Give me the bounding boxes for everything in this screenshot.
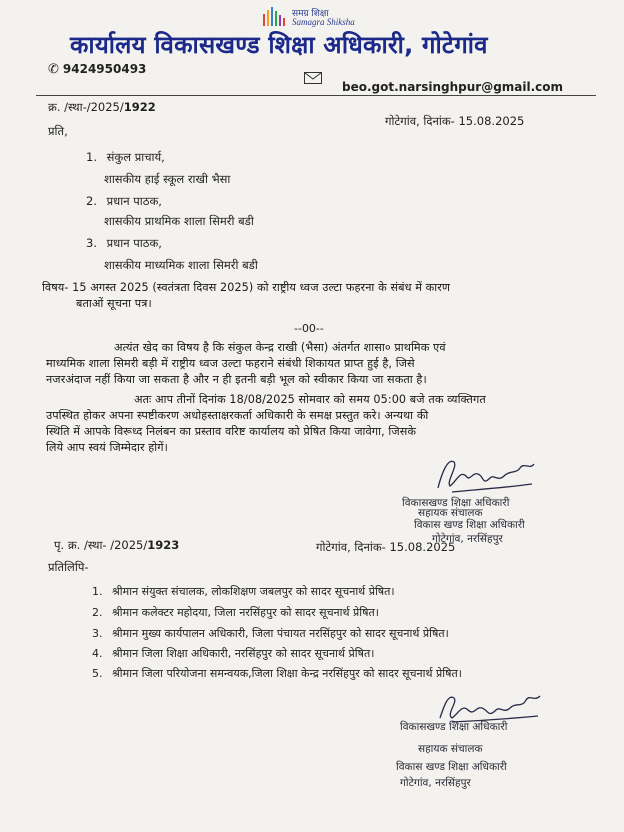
- copy-heading: प्रतिलिपि-: [48, 560, 89, 574]
- header-divider: [36, 95, 596, 96]
- signature-1-stamp-line-3: गोटेगांव, नरसिंहपुर: [432, 533, 503, 545]
- separator: --00--: [294, 322, 324, 335]
- email-address: beo.got.narsinghpur@gmail.com: [342, 80, 564, 94]
- signature-1-designation: विकासखण्ड शिक्षा अधिकारी: [402, 497, 510, 509]
- para2-line-2: उपस्थित होकर अपना स्पष्टीकरण अधोहस्ताक्षरकर्ता अधिकारी के समक्ष प्रस्तुत करे। अन्यथा की: [46, 409, 429, 422]
- para1-line-1: अत्यंत खेद का विषय है कि संकुल केन्द्र राखी (भैसा) अंतर्गत शासा० प्राथमिक एवं: [114, 341, 446, 354]
- subject-line-2: बताओं सूचना पत्र।: [76, 297, 152, 310]
- copy-item-4: [92, 646, 374, 661]
- mail-icon: [304, 72, 322, 84]
- para2-line-3: स्थिति में आपके विरूध्द निलंबन का प्रस्ताव वरिष्ट कार्यालय को प्रेषित किया जावेगा, जिसके: [46, 425, 417, 438]
- para1-line-2: माध्यमिक शाला सिमरी बड़ी में राष्ट्रीय ध्वज उल्टा फहराने संबंधी शिकायत प्राप्त हुई है, जिसे: [46, 357, 415, 370]
- place-date: गोटेगांव, दिनांक- 15.08.2025: [385, 114, 525, 128]
- signature-2-stamp-line-2: विकास खण्ड शिक्षा अधिकारी: [396, 761, 507, 773]
- copy-item-1: [92, 584, 395, 599]
- recipient-2: [86, 194, 162, 209]
- para1-line-3: नजरअंदाज नहीं किया जा सकता है और न ही इतनी बड़ी भूल को स्वीकार किया जा सकता है।: [46, 373, 427, 386]
- signature-2-stamp-line-1: सहायक संचालक: [418, 743, 483, 755]
- copy-item-text: श्रीमान कलेक्टर महोदया, जिला नरसिंहपुर को सादर सूचनार्थ प्रेषित।: [112, 606, 379, 619]
- copy-item-text: श्रीमान जिला शिक्षा अधिकारी, नरसिंहपुर को सादर सूचनार्थ प्रेषित।: [112, 647, 375, 660]
- recipient-1: [86, 150, 165, 165]
- recipient-number: 1.: [86, 150, 97, 164]
- para2-line-1: अतः आप तीनों दिनांक 18/08/2025 सोमवार को समय 05:00 बजे तक व्यक्तिगत: [134, 393, 486, 406]
- copy-item-5: [92, 666, 462, 681]
- logo-bars-icon: [262, 6, 288, 28]
- recipient-3: [86, 236, 162, 251]
- logo-english-text: Samagra Shiksha: [292, 17, 355, 27]
- reference-number-value: 1922: [123, 100, 156, 114]
- recipient-1-org: शासकीय हाई स्कूल राखी भैसा: [104, 172, 231, 186]
- signature-1-stamp-line-2: विकास खण्ड शिक्षा अधिकारी: [414, 519, 525, 531]
- copy-item-3: [92, 626, 449, 641]
- copy-item-number: 3.: [92, 627, 103, 640]
- copy-item-number: 5.: [92, 667, 103, 680]
- para2-line-4: लिये आप स्वयं जिम्मेदार होगें।: [46, 441, 168, 454]
- signature-2-stamp-line-3: गोटेगांव, नरसिंहपुर: [400, 777, 471, 789]
- copy-reference-number: [54, 538, 179, 553]
- recipient-number: 2.: [86, 194, 97, 208]
- signature-2-designation: विकासखण्ड शिक्षा अधिकारी: [400, 721, 508, 733]
- signature-1-icon: [432, 452, 542, 496]
- office-title: कार्यालय विकासखण्ड शिक्षा अधिकारी, गोटेगांव: [70, 31, 488, 59]
- copy-item-text: श्रीमान जिला परियोजना समन्वयक,जिला शिक्षा केन्द्र नरसिंहपुर को सादर सूचनार्थ प्रेषित।: [112, 667, 462, 680]
- recipient-title: संकुल प्राचार्य,: [106, 150, 165, 164]
- copy-reference-prefix: पृ. क्र. /स्था- /2025/: [54, 538, 148, 552]
- copy-item-2: [92, 605, 379, 620]
- recipient-2-org: शासकीय प्राथमिक शाला सिमरी बडी: [104, 214, 254, 228]
- copy-item-number: 1.: [92, 585, 103, 598]
- copy-place-date: गोटेगांव, दिनांक- 15.08.2025: [316, 540, 456, 554]
- copy-reference-number-value: 1923: [147, 538, 180, 552]
- to-label: प्रति,: [48, 124, 68, 138]
- logo-hindi-text: समग्र शिक्षा: [292, 9, 329, 19]
- copy-item-number: 4.: [92, 647, 103, 660]
- phone-number: 9424950493: [62, 62, 147, 76]
- recipient-3-org: शासकीय माध्यमिक शाला सिमरी बडी: [104, 258, 258, 272]
- phone-line: [48, 62, 146, 77]
- samagra-shiksha-logo: [262, 6, 392, 28]
- reference-prefix: क्र. /स्था-/2025/: [48, 100, 124, 114]
- copy-item-text: श्रीमान मुख्य कार्यपालन अधिकारी, जिला पंचायत नरसिंहपुर को सादर सूचनार्थ प्रेषित।: [112, 627, 449, 640]
- signature-1-stamp-line-1: सहायक संचालक: [418, 507, 483, 519]
- recipient-number: 3.: [86, 236, 97, 250]
- recipient-title: प्रधान पाठक,: [106, 236, 162, 250]
- phone-icon: ✆: [48, 62, 59, 77]
- subject-line-1: विषय- 15 अगस्त 2025 (स्वतंत्रता दिवस 2025) को राष्ट्रीय ध्वज उल्टा फहरना के संबंध में कारण: [42, 281, 451, 294]
- copy-item-number: 2.: [92, 606, 103, 619]
- copy-item-text: श्रीमान संयुक्त संचालक, लोकशिक्षण जबलपुर को सादर सूचनार्थ प्रेषित।: [112, 585, 395, 598]
- recipient-title: प्रधान पाठक,: [106, 194, 162, 208]
- reference-number: [48, 100, 156, 115]
